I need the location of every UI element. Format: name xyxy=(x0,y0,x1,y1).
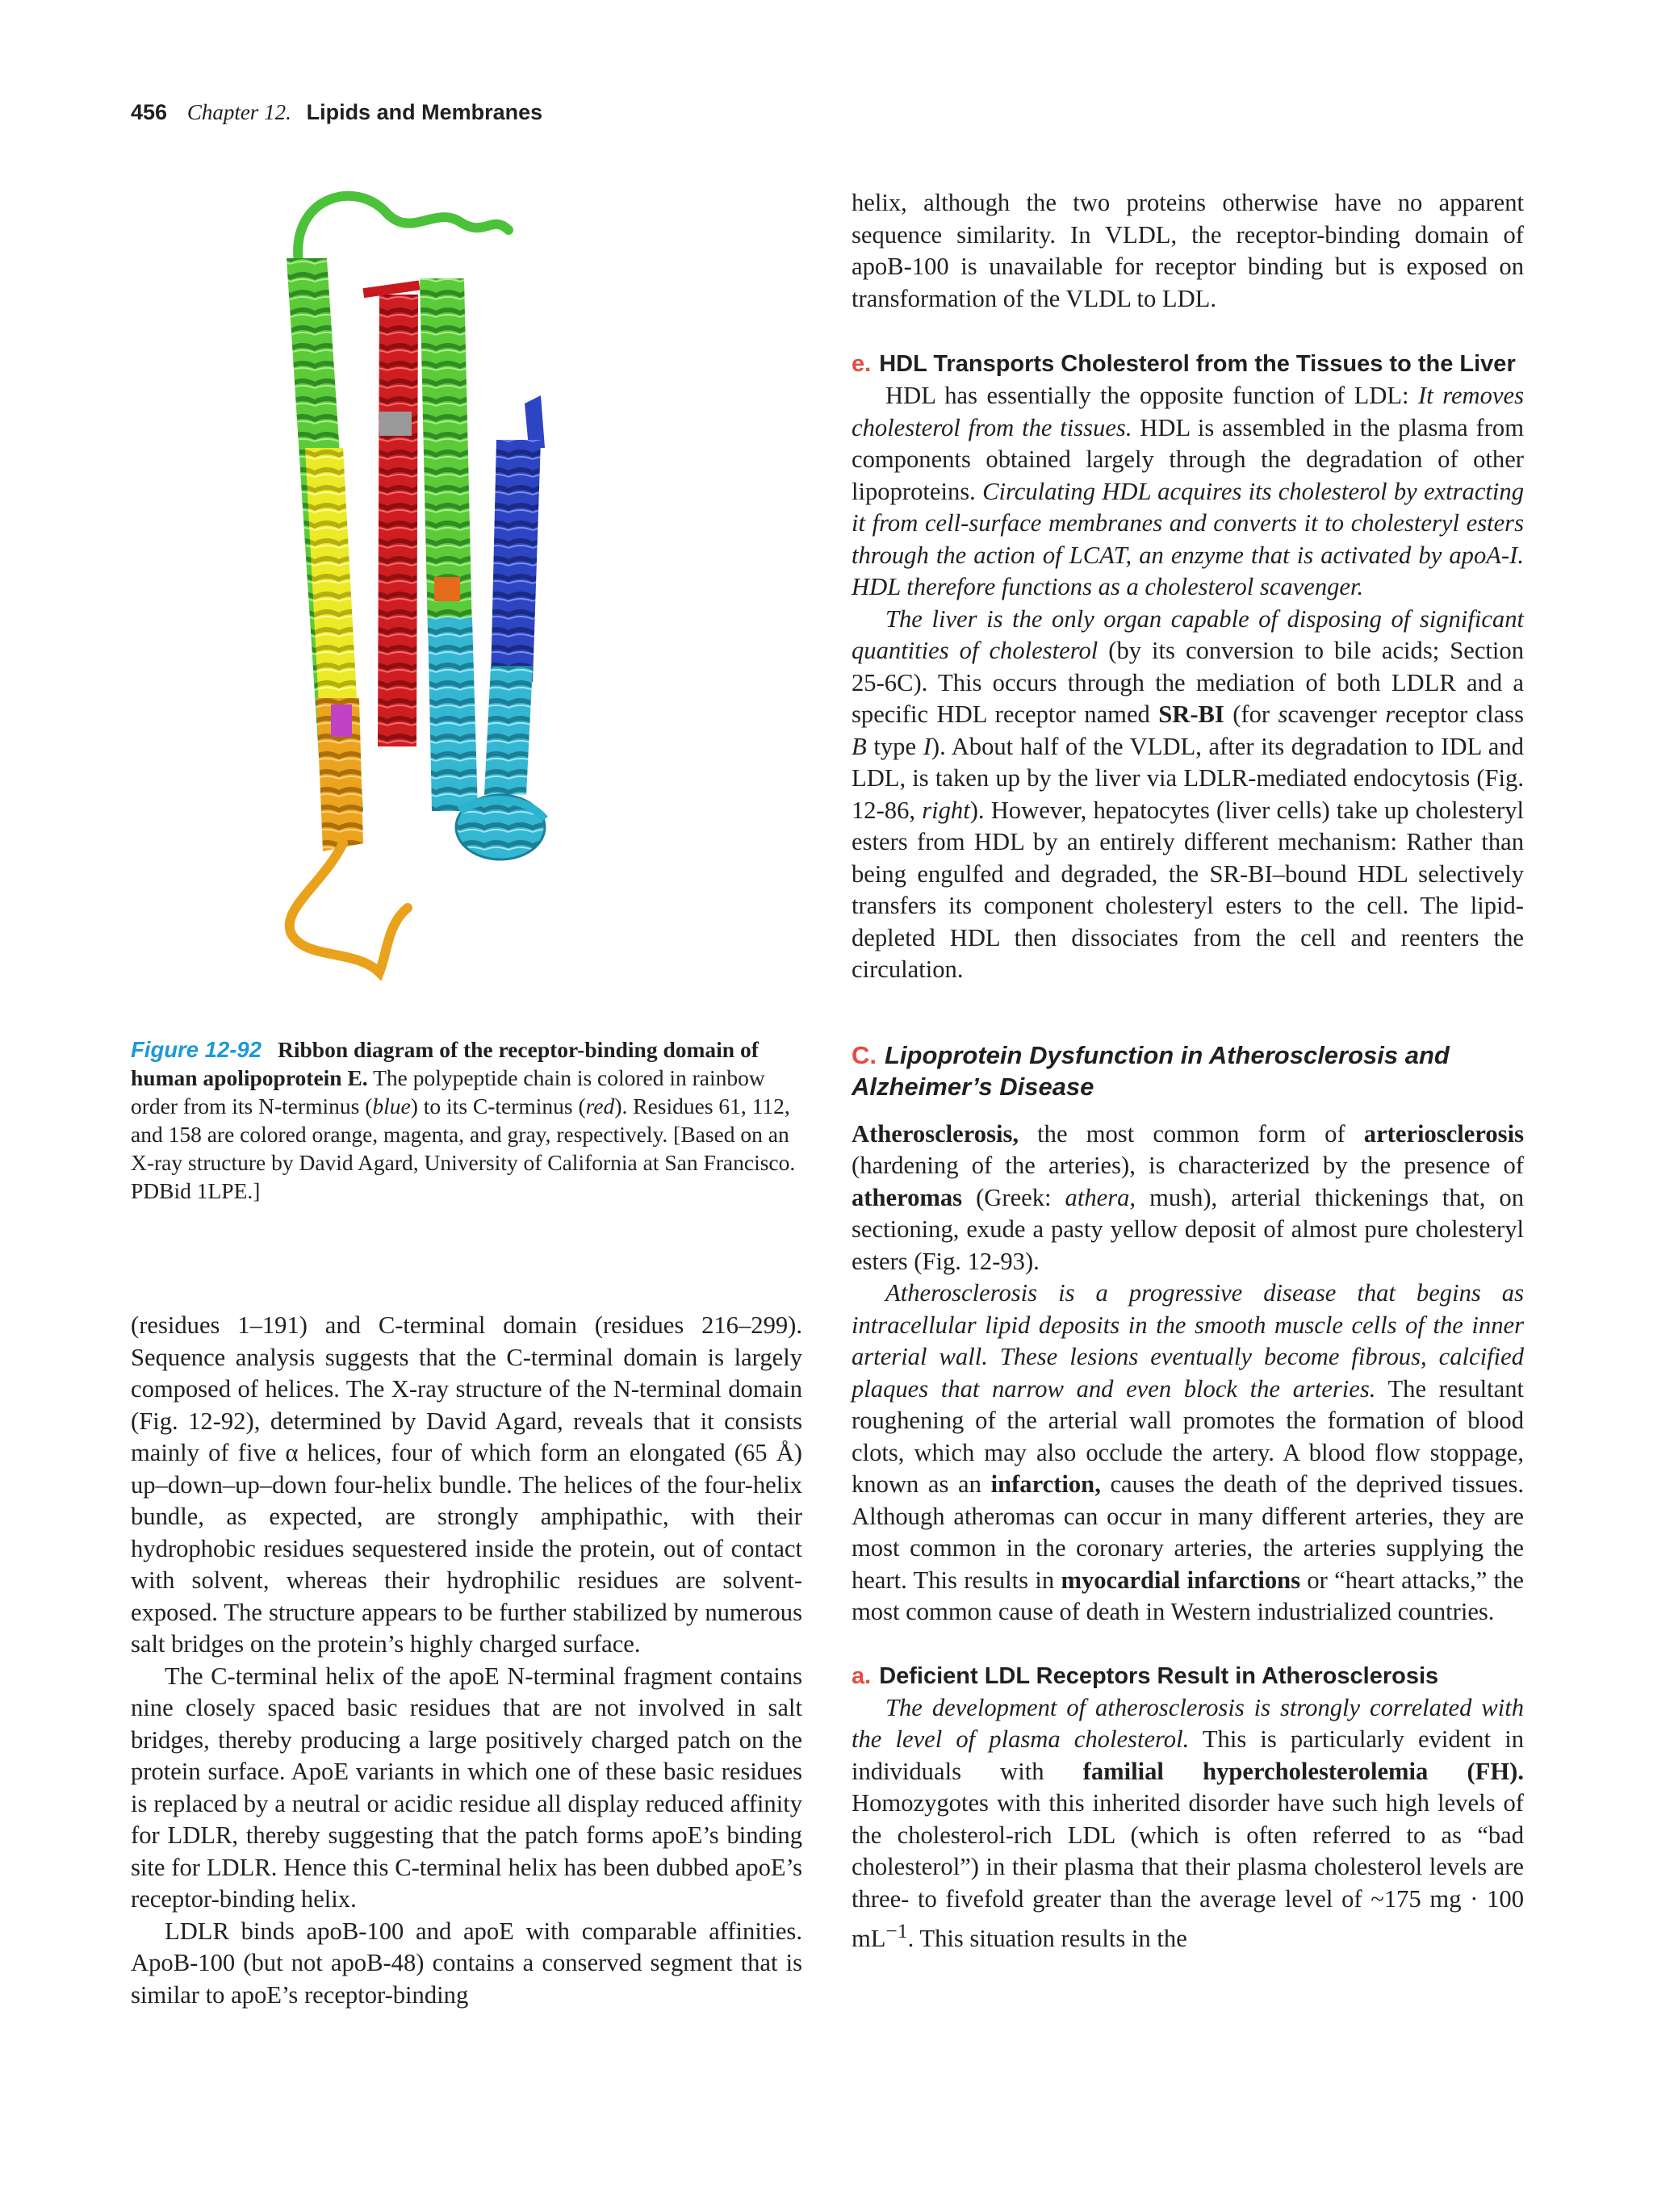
running-header xyxy=(131,100,542,125)
caption-blue: blue xyxy=(372,1093,411,1119)
section-heading-c xyxy=(852,1039,1524,1102)
subsection-heading-a xyxy=(852,1661,1524,1692)
chapter-title: Lipids and Membranes xyxy=(306,100,543,124)
paragraph: The C-terminal helix of the apoE N-terminal fragment contains nine closely spaced basic residues that are not involved in salt bridges, thereby producing a large positively charged patch on the protein surface. ApoE variants in which one of these basic residues is replaced by a neutral or acidic residue all display reduced affinity for LDLR, thereby suggesting that the patch forms apoE’s binding site for LDLR. Hence this C-terminal helix has been dubbed apoE’s receptor-binding helix. xyxy=(131,1662,802,1913)
paragraph: The development of atherosclerosis is strongly correlated with the level of plasma cholesterol. This is particularly evident in individuals with familial hypercholesterolemia (FH). Homozygotes with this inherited disorder have such high levels of the cholesterol-rich LDL (which is often referred to as “bad cholesterol”) in their plasma that their plasma cholesterol levels are three- to fivefold greater than the average level of ~175 mg · 100 $mL^{-1}$. This situation results in the xyxy=(852,1693,1524,1953)
ribbon-diagram-figure xyxy=(266,182,646,1009)
figure-caption xyxy=(131,1035,810,1205)
subsection-letter: e. xyxy=(852,351,872,377)
section-title: Lipoprotein Dysfunction in Atherosclerosis and Alzheimer’s Disease xyxy=(852,1040,1450,1101)
caption-text: The polypeptide chain is colored in rainbow order from its N-terminus ( xyxy=(131,1065,765,1119)
caption-red: red xyxy=(585,1093,615,1119)
caption-text: ) to its C-terminus ( xyxy=(410,1093,586,1119)
paragraph: (residues 1–191) and C-terminal domain (residues 216–299). Sequence analysis suggests that the C-terminal domain is largely composed of helices. The X-ray structure of the N-terminal domain (Fig. 12-92), determined by David Agard, reveals that it consists mainly of five α helices, four of which form an elongated (65 Å) up–down–up–down four-helix bundle. The helices of the four-helix bundle, as expected, are strongly amphipathic, with their hydrophobic residues sequestered inside the protein, out of contact with solvent, whereas their hydrophilic residues are solvent-exposed. The structure appears to be further stabilized by numerous salt bridges on the protein’s highly charged surface. xyxy=(131,1311,802,1658)
paragraph: LDLR binds apoB-100 and apoE with comparable affinities. ApoB-100 (but not apoB-48) contains a conserved segment that is similar to apoE’s receptor-binding xyxy=(131,1917,802,2009)
figure-label: Figure 12-92 xyxy=(131,1037,262,1062)
ribbon-diagram-image xyxy=(266,182,646,1009)
section-letter: C. xyxy=(852,1040,877,1069)
paragraph: HDL has essentially the opposite function of LDL: It removes cholesterol from the tissues. HDL is assembled in the plasma from components obtained largely through the degradation of other lipoproteins. Circulating HDL acquires its cholesterol by extracting it from cell-surface membranes and converts it to cholesteryl esters through the action of LCAT, an enzyme that is activated by apoA-I. HDL therefore functions as a cholesterol scavenger. xyxy=(852,382,1525,600)
paragraph: Atherosclerosis is a progressive disease that begins as intracellular lipid deposits in the smooth muscle cells of the inner arterial wall. These lesions eventually become fibrous, calcified plaques that narrow and even block the arteries. The resultant roughening of the arterial wall promotes the formation of blood clots, which may also occlude the artery. A blood flow stoppage, known as an infarction, causes the death of the deprived tissues. Although atheromas can occur in many different arteries, they are most common in the coronary arteries, the arteries supplying the heart. This results in myocardial infarctions or “heart attacks,” the most common cause of death in Western industrialized countries. xyxy=(852,1279,1525,1625)
subsection-title: HDL Transports Cholesterol from the Tissues to the Liver xyxy=(879,351,1516,377)
subsection-title: Deficient LDL Receptors Result in Atherosclerosis xyxy=(879,1662,1439,1689)
subsection-letter: a. xyxy=(852,1662,872,1689)
subsection-heading-e xyxy=(852,349,1524,380)
right-column xyxy=(852,187,1524,1955)
chapter-label: Chapter 12. xyxy=(186,100,291,124)
paragraph: Atherosclerosis, the most common form of arteriosclerosis (hardening of the arteries), is characterized by the presence of atheromas (Greek: athera, mush), arterial thickenings that, on sectioning, exude a pasty yellow deposit of almost pure cholesteryl esters (Fig. 12-93). xyxy=(852,1119,1524,1275)
caption-text: ). Residues 61, 112, and 158 are colored orange, magenta, and gray, respectively. [Based on an X-ray structure by David Agard, University of California at San Francisco. PDBid 1LPE.] xyxy=(131,1093,796,1203)
paragraph: The liver is the only organ capable of disposing of significant quantities of cholesterol (by its conversion to bile acids; Section 25-6C). This occurs through the mediation of both LDLR and a specific HDL receptor named SR-BI (for scavenger receptor class B type I). About half of the VLDL, after its degradation to IDL and LDL, is taken up by the liver via LDLR-mediated endocytosis (Fig. 12-86, right). However, hepatocytes (liver cells) take up cholesteryl esters from HDL by an entirely different mechanism: Rather than being engulfed and degraded, the SR-BI–bound HDL selectively transfers its component cholesteryl esters to the cell. The lipid-depleted HDL then dissociates from the cell and reenters the circulation. xyxy=(852,604,1524,983)
page-number: 456 xyxy=(131,100,168,124)
left-column xyxy=(131,1310,802,2011)
paragraph: helix, although the two proteins otherwise have no apparent sequence similarity. In VLDL, the receptor-binding domain of apoB-100 is unavailable for receptor binding but is exposed on transformation of the VLDL to LDL. xyxy=(852,189,1524,312)
caption-title: Ribbon diagram of the receptor-binding domain of human apolipoprotein E. xyxy=(131,1037,759,1090)
